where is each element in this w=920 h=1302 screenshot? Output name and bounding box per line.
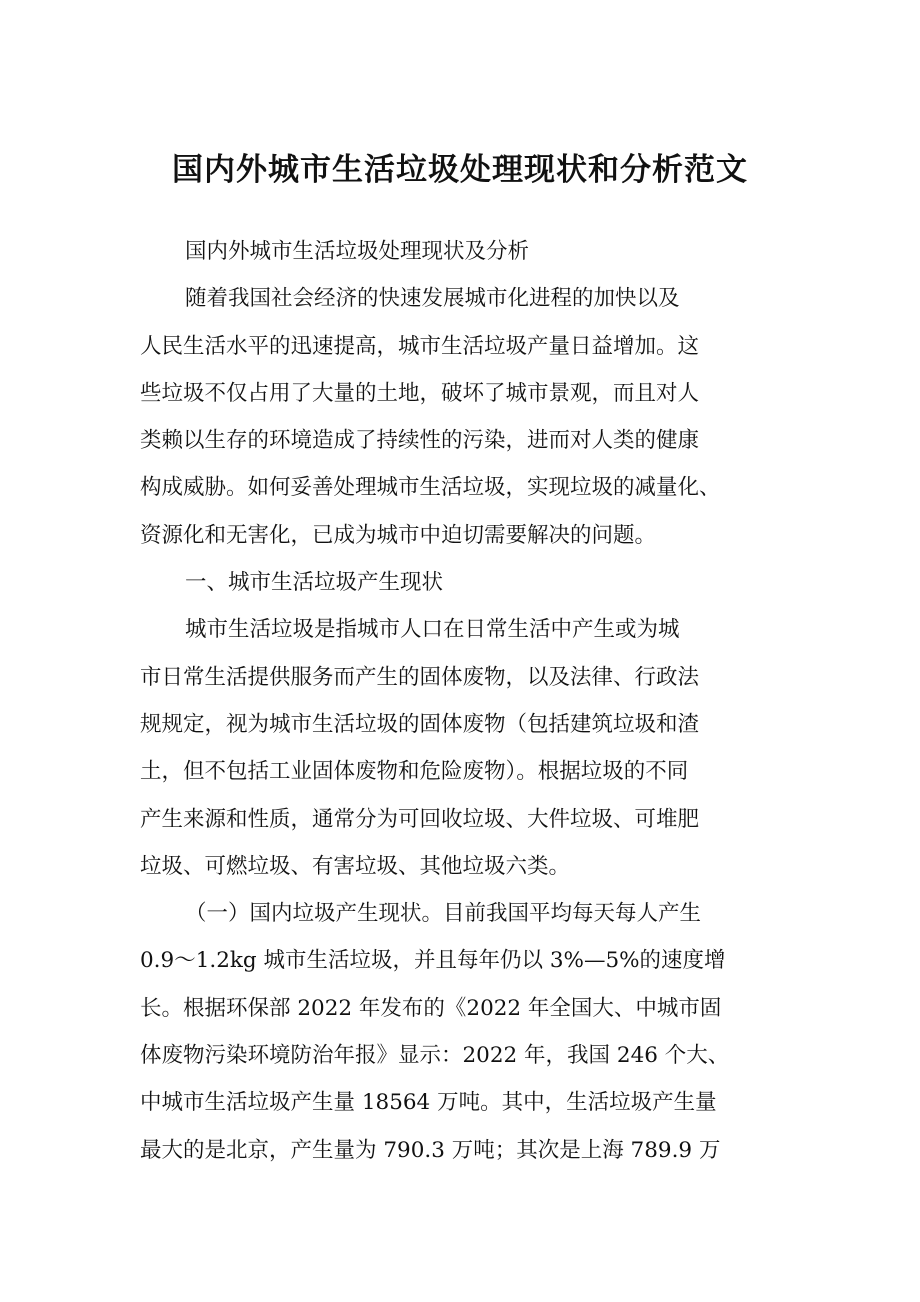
paragraph-line: 产生来源和性质，通常分为可回收垃圾、大件垃圾、可堆肥 — [140, 806, 700, 832]
document-body — [140, 228, 780, 1174]
paragraph-line: 些垃圾不仅占用了大量的土地，破坏了城市景观，而且对人 — [140, 380, 700, 406]
paragraph-line: 随着我国社会经济的快速发展城市化进程的加快以及 — [185, 286, 680, 312]
subtitle-paragraph — [140, 228, 780, 275]
paragraph-line: 土，但不包括工业固体废物和危险废物）。根据垃圾的不同 — [140, 759, 689, 785]
paragraph-line: 市日常生活提供服务而产生的固体废物，以及法律、行政法 — [140, 664, 700, 690]
paragraph-line: 0.9～1.2kg 城市生活垃圾，并且每年仍以 3%—5%的速度增 — [140, 948, 726, 974]
intro-paragraph — [140, 275, 780, 559]
domestic-status-paragraph — [140, 890, 780, 1174]
paragraph-line: 体废物污染环境防治年报》显示：2022 年，我国 246 个大、 — [140, 1043, 730, 1069]
paragraph-line: 构成威胁。如何妥善处理城市生活垃圾，实现垃圾的减量化、 — [140, 475, 721, 501]
paragraph-line: 城市生活垃圾是指城市人口在日常生活中产生或为城 — [185, 617, 680, 643]
paragraph-line: 一、城市生活垃圾产生现状 — [185, 570, 444, 596]
definition-paragraph — [140, 606, 780, 890]
paragraph-line: 国内外城市生活垃圾处理现状及分析 — [185, 239, 530, 264]
paragraph-line: 垃圾、可燃垃圾、有害垃圾、其他垃圾六类。 — [140, 853, 571, 879]
paragraph-line: 人民生活水平的迅速提高，城市生活垃圾产量日益增加。这 — [140, 333, 700, 359]
paragraph-line: 中城市生活垃圾产生量 18564 万吨。其中，生活垃圾产生量 — [140, 1090, 717, 1116]
paragraph-line: 资源化和无害化，已成为城市中迫切需要解决的问题。 — [140, 522, 657, 548]
paragraph-line: 类赖以生存的环境造成了持续性的污染，进而对人类的健康 — [140, 428, 700, 454]
section-heading — [140, 559, 780, 606]
paragraph-line: 最大的是北京，产生量为 790.3 万吨；其次是上海 789.9 万 — [140, 1137, 721, 1163]
paragraph-line: 长。根据环保部 2022 年发布的《2022 年全国大、中城市固 — [140, 995, 722, 1021]
document-title: 国内外城市生活垃圾处理现状和分析范文 — [172, 152, 748, 188]
paragraph-line: 规规定，视为城市生活垃圾的固体废物（包括建筑垃圾和渣 — [140, 711, 700, 737]
paragraph-line: （一）国内垃圾产生现状。目前我国平均每天每人产生 — [185, 901, 702, 927]
